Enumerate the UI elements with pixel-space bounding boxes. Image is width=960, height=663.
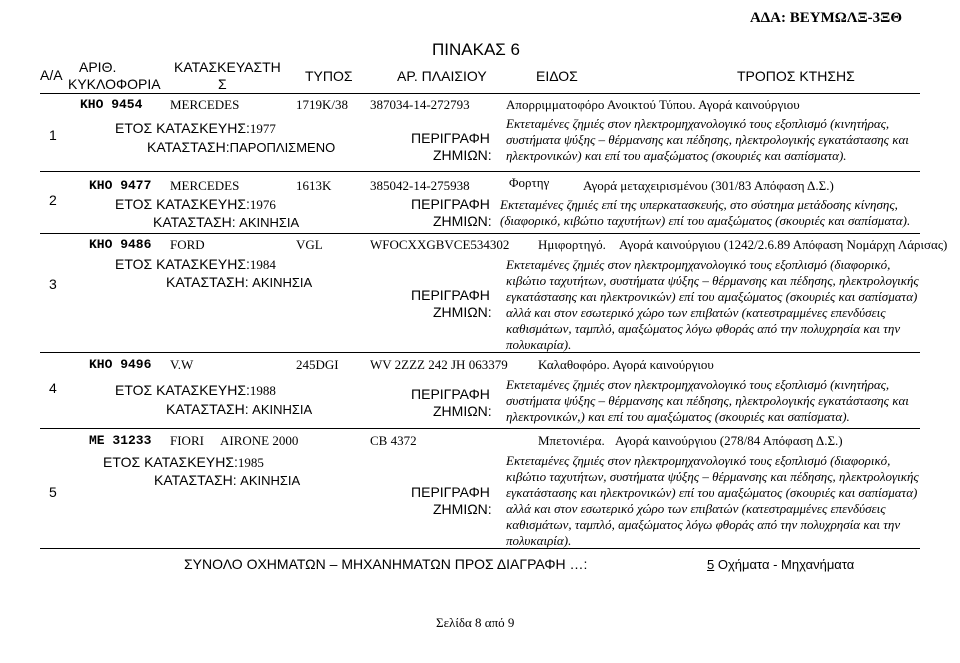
kind: Ημιφορτηγό. [538,237,606,252]
damage-line: Εκτεταμένες ζημιές στον ηλεκτρομηχανολογικό τους εξοπλισμό (κινητήρας, [506,377,890,392]
year-field [115,120,276,138]
status-field [166,274,312,292]
damage-line: Εκτεταμένες ζημιές στον ηλεκτρομηχανολογικό τους εξοπλισμό (διαφορικό, [506,257,891,272]
ada-code: ΑΔΑ: ΒΕΥΜΩΛΞ-3ΞΘ [749,10,902,26]
status-field [147,139,335,157]
status-label: ΚΑΤΑΣΤΑΣΗ: [154,472,237,488]
plate-number: ΜΕ 31233 [89,433,152,448]
row-rule [40,352,920,353]
status-field [166,401,312,419]
damage-line: (διαφορικό, κιβώτιο ταχυτήτων) επί του αμαξώματος (σκουριές και σαπίσματα). [500,213,911,228]
row-rule [40,428,920,429]
col-tropos: ΤΡΟΠΟΣ ΚΤΗΣΗΣ [737,68,855,84]
plate-number: ΚΗΟ 9477 [89,178,152,193]
kind-acquisition: Καλαθοφόρο. Αγορά καινούργιου [538,357,714,372]
damage-line: κιβώτιο ταχυτήτων, συστήματα ψύξης – θέρμανσης και πέδησης, ηλεκτρολογικής [506,273,919,288]
damage-line: Εκτεταμένες ζημιές επί της υπερκατασκευής, στο σύστημα μετάδοσης κίνησης, [500,197,898,212]
damage-label-2: ΖΗΜΙΩΝ: [433,147,492,163]
damage-line: αλλά και στον εσωτερικό χώρο των επιβατών (κατεστραμμένες επενδύσεις [506,501,886,516]
summary-count: 5 [707,557,715,572]
damage-description [506,257,919,353]
col-kataskeuasti-2: Σ [218,76,227,92]
status-value: ΑΚΙΝΗΣΙΑ [240,473,301,488]
damage-line: ηλεκτρονικών) και επί του αμαξώματος (σκουριές και σαπίσματα). [506,148,847,163]
damage-label-2: ΖΗΜΙΩΝ: [433,501,492,517]
row-rule [40,233,920,234]
frame-number: 385042-14-275938 [370,178,470,193]
col-typos: ΤΥΠΟΣ [305,68,353,84]
damage-label-1: ΠΕΡΙΓΡΑΦΗ [411,130,490,146]
vehicle-type: VGL [296,237,323,252]
plate-number: ΚΗΟ 9486 [89,237,152,252]
status-value: ΑΚΙΝΗΣΙΑ [252,275,313,290]
vehicle-type: 1719K/38 [296,97,348,112]
row-number: 2 [49,192,57,208]
status-label: ΚΑΤΑΣΤΑΣΗ: [166,401,249,417]
row-number: 3 [49,276,57,292]
damage-label-1: ΠΕΡΙΓΡΑΦΗ [411,386,490,402]
damage-line: κιβώτιο ταχυτήτων, συστήματα ψύξης – θέρμανσης και πέδησης, ηλεκτρολογικής [506,469,919,484]
status-label: ΚΑΤΑΣΤΑΣΗ: [153,214,236,230]
col-arith-1: ΑΡΙΘ. [79,59,117,75]
frame-number: CB 4372 [370,433,417,448]
acquisition-text: Αγορά μεταχειρισμένου (301/83 Απόφαση Δ.Σ.) [583,178,834,193]
year-value: 1984 [249,257,276,272]
damage-description [506,377,909,425]
plate-number: ΚΗΟ 9454 [80,97,143,112]
year-field [115,382,276,400]
vehicle-type: 245DGI [296,357,339,372]
frame-number: 387034-14-272793 [370,97,470,112]
status-field [153,214,299,232]
year-field [103,454,264,472]
year-label: ΕΤΟΣ ΚΑΤΑΣΚΕΥΗΣ: [115,120,250,136]
damage-description [500,197,910,229]
status-field [154,472,300,490]
damage-line: καθισμάτων, ταμπλό, αμαξώματος λόγω φθοράς από την πολυχρησία και την [506,321,901,336]
header-rule [40,93,920,94]
year-field [115,256,276,274]
status-value: ΑΚΙΝΗΣΙΑ [252,402,313,417]
damage-line: Εκτεταμένες ζημιές στον ηλεκτρομηχανολογικό τους εξοπλισμό (διαφορικό, [506,453,891,468]
row-rule [40,171,920,172]
damage-line: πολυκαιρία). [506,337,572,352]
acquisition [583,178,834,194]
maker: V.W [170,357,194,372]
status-label: ΚΑΤΑΣΤΑΣΗ: [166,274,249,290]
damage-label-1: ΠΕΡΙΓΡΑΦΗ [411,484,490,500]
damage-label-1: ΠΕΡΙΓΡΑΦΗ [411,196,490,212]
damage-line: αλλά και στον εσωτερικό χώρο των επιβατών (κατεστραμμένες επενδύσεις [506,305,886,320]
maker: FIORI [170,433,204,448]
plate-number: ΚΗΟ 9496 [89,357,152,372]
summary-text: Οχήματα - Μηχανήματα [714,557,855,572]
col-kataskeuasti-1: ΚΑΤΑΣΚΕΥΑΣΤΗ [174,59,281,75]
vehicle-type: 1613K [296,178,332,193]
damage-line: ηλεκτρονικών,) και επί του αμαξώματος (σκουριές και σαπίσματα). [506,409,850,424]
year-value: 1988 [249,383,276,398]
frame-number: WV 2ZZZ 242 JH 063379 [370,357,508,372]
vehicle-type: AIRONE 2000 [220,433,299,448]
damage-line: καθισμάτων, ταμπλό, αμαξώματος λόγω φθοράς από την πολυχρησία και την [506,517,901,532]
damage-line: εγκατάστασης και ηλεκτρονικών) επί του αμαξώματος (σκουριές και σαπίσματα) [506,485,918,500]
damage-description [506,453,919,549]
year-label: ΕΤΟΣ ΚΑΤΑΣΚΕΥΗΣ: [115,382,250,398]
status-value: ΠΑΡΟΠΛΙΣΜΕΝΟ [229,140,336,155]
status-value: ΑΚΙΝΗΣΙΑ [239,215,300,230]
frame-number: WFOCXXGBVCE534302 [370,237,510,252]
status-label: ΚΑΤΑΣΤΑΣΗ: [147,139,230,155]
maker: MERCEDES [170,97,240,112]
year-value: 1977 [249,121,276,136]
year-value: 1976 [249,197,276,212]
damage-description [506,116,909,164]
summary-total [707,557,854,572]
row-number: 5 [49,484,57,500]
year-field [115,196,276,214]
row-number: 4 [49,380,57,396]
damage-label-1: ΠΕΡΙΓΡΑΦΗ [411,287,490,303]
maker: FORD [170,237,205,252]
year-label: ΕΤΟΣ ΚΑΤΑΣΚΕΥΗΣ: [115,196,250,212]
col-plaisiou: ΑΡ. ΠΛΑΙΣΙΟΥ [397,68,487,84]
col-aa: Α/Α [40,67,63,83]
kind: Φορτηγ [509,175,550,190]
year-label: ΕΤΟΣ ΚΑΤΑΣΚΕΥΗΣ: [115,256,250,272]
kind: Μπετονιέρα. [538,433,605,448]
damage-label-2: ΖΗΜΙΩΝ: [433,213,492,229]
year-value: 1985 [237,455,264,470]
summary-label: ΣΥΝΟΛΟ ΟΧΗΜΑΤΩΝ – ΜΗΧΑΝΗΜΑΤΩΝ ΠΡΟΣ ΔΙΑΓΡΑΦΗ …: [184,556,588,572]
row-number: 1 [49,127,57,143]
acquisition: Αγορά καινούργιου (278/84 Απόφαση Δ.Σ.) [615,433,843,448]
damage-line: συστήματα ψύξης – θέρμανσης και πέδησης, ηλεκτρολογικής εγκατάστασης και [506,393,909,408]
damage-line: εγκατάστασης και ηλεκτρονικών) επί του αμαξώματος (σκουριές και σαπίσματα) [506,289,918,304]
col-arith-2: ΚΥΚΛΟΦΟΡΙΑ [68,76,161,92]
damage-label-2: ΖΗΜΙΩΝ: [433,403,492,419]
table-title: ΠΙΝΑΚΑΣ 6 [432,40,520,59]
damage-line: Εκτεταμένες ζημιές στον ηλεκτρομηχανολογικό τους εξοπλισμό (κινητήρας, [506,116,890,131]
damage-line: συστήματα ψύξης – θέρμανσης και πέδησης, ηλεκτρολογικής εγκατάστασης και [506,132,909,147]
year-label: ΕΤΟΣ ΚΑΤΑΣΚΕΥΗΣ: [103,454,238,470]
kind-acquisition: Απορριμματοφόρο Ανοικτού Τύπου. Αγορά καινούργιου [506,97,800,112]
col-eidos: ΕΙΔΟΣ [536,68,578,84]
acquisition: Αγορά καινούργιου (1242/2.6.89 Απόφαση Νομάρχη Λάρισας) [619,237,948,252]
row-rule [40,548,920,549]
damage-line: πολυκαιρία). [506,533,572,548]
maker: MERCEDES [170,178,240,193]
damage-label-2: ΖΗΜΙΩΝ: [433,304,492,320]
page-number: Σελίδα 8 από 9 [436,615,515,630]
